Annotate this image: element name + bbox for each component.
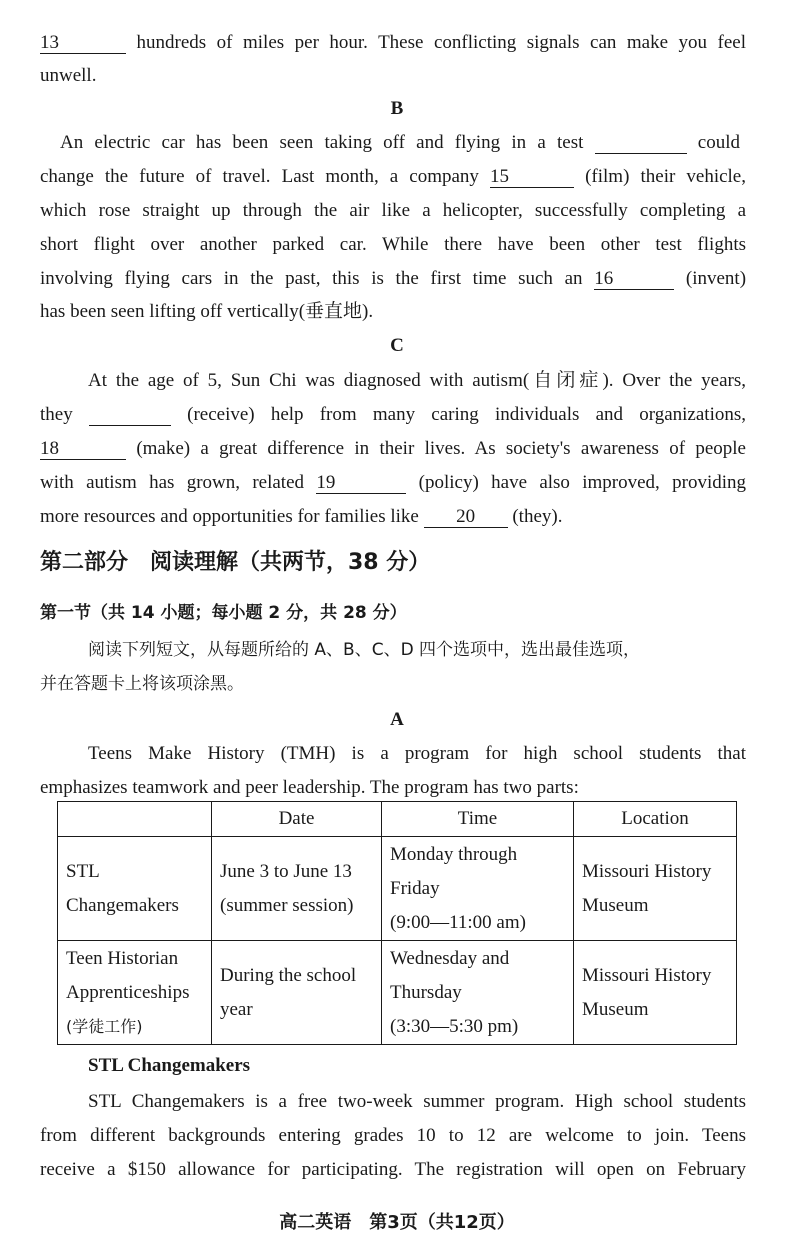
instruction-line-2: 并在答题卡上将该项涂黑。 — [40, 674, 244, 694]
passage-a-body-line-1: STL Changemakers is a free two-week summer program. High school students — [88, 1091, 746, 1112]
section-b-l1-text: An electric car has been seen taking off and flying in a test — [60, 132, 584, 153]
blank-17 — [89, 405, 171, 426]
stl-changemakers-subheading: STL Changemakers — [88, 1055, 251, 1076]
time-line: (9:00—11:00 am) — [390, 911, 526, 933]
instruction-line-1: 阅读下列短文，从每题所给的 A、B、C、D 四个选项中，选出最佳选项， — [88, 640, 641, 660]
date-line: During the school — [220, 964, 357, 986]
section-b-l2-end: (film) their vehicle, — [585, 166, 746, 187]
time-cell — [382, 837, 574, 941]
section-b-line-3: which rose straight up through the air like a helicopter, successfully completing a — [40, 200, 746, 221]
location-line: Missouri History — [582, 860, 712, 882]
location-cell — [574, 837, 737, 941]
header-cell-date: Date — [212, 802, 382, 837]
section-c-l2-end: (receive) help from many caring individuals and organizations, — [187, 404, 746, 425]
date-line: (summer session) — [220, 894, 354, 916]
program-line: STL — [66, 860, 100, 882]
blank-14 — [595, 133, 687, 154]
schedule-table — [57, 801, 737, 1045]
header-cell-time: Time — [382, 802, 574, 837]
blank-16: 16 — [594, 269, 674, 290]
passage-a-intro-line-2: emphasizes teamwork and peer leadership. The program has two parts: — [40, 777, 579, 798]
date-cell — [212, 837, 382, 941]
section-c-line-5 — [40, 505, 746, 529]
blank-20: 20 — [424, 507, 508, 528]
program-cell — [58, 941, 212, 1045]
section-b-heading: B — [390, 98, 404, 119]
blank-15: 15 — [490, 167, 574, 188]
section-b-l5-text: involving flying cars in the past, this is the first time such an — [40, 268, 583, 289]
location-cell — [574, 941, 737, 1045]
blank-19: 19 — [316, 473, 406, 494]
section-c-line-3 — [40, 437, 746, 461]
section-one-subheading: 第一节（共 14 小题；每小题 2 分，共 28 分） — [40, 603, 407, 623]
program-line: Teen Historian — [66, 947, 179, 969]
part-two-heading: 第二部分 阅读理解（共两节，38 分） — [40, 550, 431, 575]
table-row — [58, 941, 737, 1045]
blank-13: 13 — [40, 33, 126, 54]
passage-a-intro-line-1: Teens Make History (TMH) is a program for high school students that — [88, 743, 746, 764]
program-cell — [58, 837, 212, 941]
section-c-l3-end: (make) a great difference in their lives. As society's awareness of people — [136, 438, 746, 459]
date-line: June 3 to June 13 — [220, 860, 352, 882]
location-line: Museum — [582, 998, 649, 1020]
location-line: Missouri History — [582, 964, 712, 986]
time-line: Wednesday and — [390, 947, 510, 969]
top-line-1-text: hundreds of miles per hour. These conflicting signals can make you feel — [136, 32, 746, 53]
section-b-line-4: short flight over another parked car. While there have been other test flights — [40, 234, 746, 255]
section-b-l5-end: (invent) — [685, 268, 746, 289]
section-b-l2-text: change the future of travel. Last month, a company — [40, 166, 479, 187]
section-c-heading: C — [390, 335, 404, 356]
header-cell-program — [58, 802, 212, 837]
section-c-l5-end: (they). — [512, 506, 563, 527]
section-c-line-2 — [40, 403, 746, 427]
date-cell — [212, 941, 382, 1045]
section-c-line-4 — [40, 471, 746, 495]
time-cell — [382, 941, 574, 1045]
time-line: Monday through — [390, 843, 518, 865]
table-header-row — [58, 802, 737, 837]
table-row — [58, 837, 737, 941]
time-line: Thursday — [390, 981, 462, 1003]
passage-a-body-line-2: from different backgrounds entering grades 10 to 12 are welcome to join. Teens — [40, 1125, 746, 1146]
top-paragraph-line-2: unwell. — [40, 65, 97, 86]
section-c-l2-text: they — [40, 404, 73, 425]
page-footer: 高二英语 第3页（共12页） — [279, 1212, 515, 1233]
program-line: (学徒工作) — [66, 1016, 143, 1036]
program-line: Changemakers — [66, 894, 179, 916]
section-b-line-1 — [60, 131, 740, 155]
section-b-line-5 — [40, 267, 746, 291]
section-b-l1-end: could — [697, 132, 740, 153]
passage-a-body-line-3: receive a $150 allowance for participating. The registration will open on February — [40, 1159, 746, 1180]
section-c-l5-text: more resources and opportunities for families like — [40, 506, 419, 527]
blank-18: 18 — [40, 439, 126, 460]
program-line: Apprenticeships — [66, 981, 190, 1003]
top-paragraph-line-1 — [40, 31, 746, 55]
section-b-line-2 — [40, 165, 746, 189]
section-c-line-1: At the age of 5, Sun Chi was diagnosed with autism(自闭症). Over the years, — [88, 370, 746, 391]
date-line: year — [220, 998, 253, 1020]
time-line: (3:30—5:30 pm) — [390, 1015, 519, 1037]
passage-a-heading: A — [390, 709, 404, 730]
location-line: Museum — [582, 894, 649, 916]
section-b-line-6: has been seen lifting off vertically(垂直地). — [40, 301, 374, 322]
section-c-l4-text: with autism has grown, related — [40, 472, 305, 493]
section-c-l4-end: (policy) have also improved, providing — [418, 472, 746, 493]
header-cell-location: Location — [574, 802, 737, 837]
time-line: Friday — [390, 877, 440, 899]
